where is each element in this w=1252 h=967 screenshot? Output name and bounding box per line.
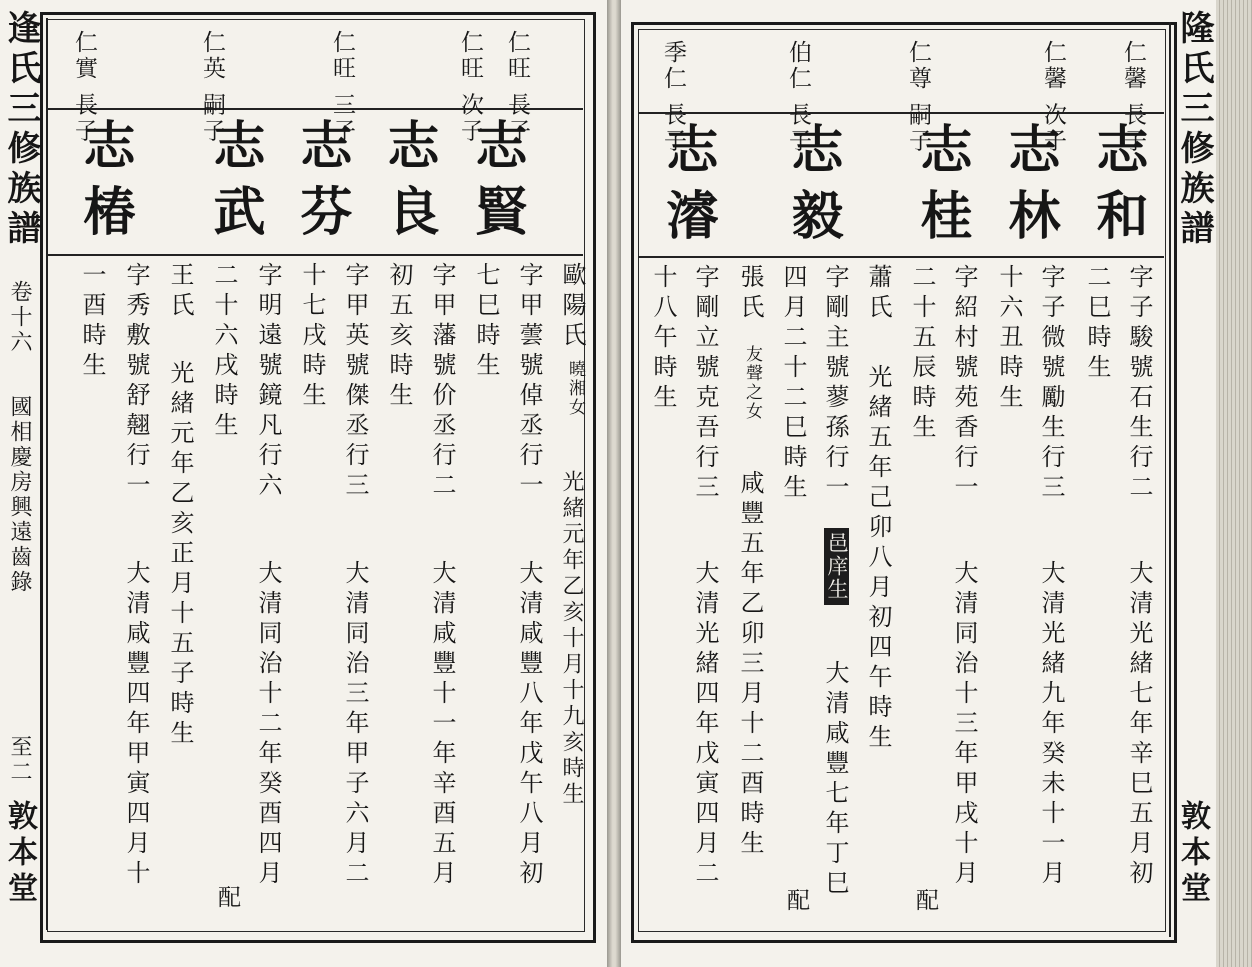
entry-line: 字甲英號傑丞行三: [341, 262, 369, 502]
spine-title: 逢氏三修族譜: [1, 10, 41, 250]
entry-line: 歐陽氏: [558, 262, 586, 352]
header-relation: 仁實 長子: [71, 30, 97, 145]
entry-line: 字明遠號鏡凡行六: [254, 262, 282, 502]
spine-volume: 卷十六: [7, 280, 32, 355]
entry-line: 一酉時生: [78, 262, 106, 382]
entry-line: 張氏: [736, 264, 764, 324]
header-relation: 仁馨 長子: [1120, 40, 1146, 155]
entry-line: 七巳時生: [472, 262, 500, 382]
page-edge: [1216, 0, 1252, 967]
title-seal: 邑庠生: [824, 528, 849, 605]
entry-spouse-mark: 配: [783, 888, 809, 914]
header-relation: 仁尊 嗣子: [905, 40, 931, 155]
entry-line: 初五亥時生: [385, 262, 413, 412]
entry-line: 十六丑時生: [995, 264, 1023, 414]
entry-line: 字甲蕓號倬丞行一: [515, 262, 543, 502]
person-name: 志良: [378, 118, 439, 250]
person-name: 志芬: [291, 118, 352, 250]
right-page: [621, 0, 1252, 967]
entry-note: 曉湘女: [565, 360, 585, 417]
entry-note: 友聲之女: [742, 345, 762, 421]
header-relation: 季仁 長子: [660, 40, 686, 155]
person-name: 志毅: [782, 122, 843, 254]
person-name: 志濬: [657, 122, 718, 254]
entry-line: 大清同治三年甲子六月二: [341, 560, 369, 890]
spine-section: 國相慶房興遠齒錄: [7, 395, 32, 595]
entry-line: 四月二十二巳時生: [779, 264, 807, 504]
entry-line: 字秀敷號舒翹行一: [122, 262, 150, 502]
entry-line: 光緒五年己卯八月初四午時生: [864, 364, 892, 754]
entry-line: 大清同治十二年癸酉四月: [254, 560, 282, 890]
header-relation: 仁旺 長子: [504, 30, 530, 145]
entry-line: 字剛立號克吾行三: [691, 264, 719, 504]
entry-line: 字子微號勵生行三: [1037, 264, 1065, 504]
person-name: 志林: [999, 122, 1060, 254]
entry-line: 二巳時生: [1083, 264, 1111, 384]
entry-spouse-mark: 配: [912, 888, 938, 914]
entry-line: 字甲藩號价丞行二: [428, 262, 456, 502]
person-name: 志椿: [74, 118, 135, 250]
spine-hall: 敦本堂: [1175, 800, 1210, 908]
header-relation: 仁馨 次子: [1040, 40, 1066, 155]
left-page: [0, 0, 607, 967]
person-name: 志武: [204, 118, 265, 250]
header-relation: 仁旺 次子: [457, 30, 483, 145]
header-relation: 仁英 嗣子: [199, 30, 225, 145]
entry-line: 咸豐五年乙卯三月十二酉時生: [736, 470, 764, 860]
header-relation: 仁旺 三子: [329, 30, 355, 145]
spine-page-number: 至二: [7, 735, 32, 785]
person-name: 志桂: [911, 122, 972, 254]
entry-line: 大清咸豐七年丁巳: [821, 660, 849, 900]
spine-hall: 敦本堂: [2, 800, 37, 908]
entry-line: 二十六戌時生: [210, 262, 238, 442]
entry-line: 蕭氏: [864, 264, 892, 324]
entry-line: 光緒元年乙亥正月十五子時生: [166, 360, 194, 750]
person-name: 志賢: [466, 118, 527, 250]
entry-line: 字紹村號苑香行一: [950, 264, 978, 504]
entry-line: 二十五辰時生: [908, 264, 936, 444]
spine-title: 隆氏三修族譜: [1174, 10, 1214, 250]
entry-line: 字剛主號蓼孫行一: [821, 264, 849, 504]
entry-line: 光緒元年乙亥十月十九亥時生: [559, 470, 584, 808]
person-name: 志和: [1087, 122, 1148, 254]
entry-line: 大清咸豐八年戊午八月初: [515, 560, 543, 890]
entry-line: 大清同治十三年甲戌十月: [950, 560, 978, 890]
entry-line: 王氏: [166, 262, 194, 322]
entry-line: 字子駿號石生行二: [1125, 264, 1153, 504]
header-relation: 伯仁 長子: [785, 40, 811, 155]
entry-line: 大清咸豐十一年辛酉五月: [428, 560, 456, 890]
book-gutter: [607, 0, 621, 967]
entry-spouse-mark: 配: [214, 885, 240, 911]
entry-line: 大清咸豐四年甲寅四月十: [122, 560, 150, 890]
entry-line: 大清光緒七年辛巳五月初: [1125, 560, 1153, 890]
entry-line: 十八午時生: [649, 264, 677, 414]
entry-line: 十七戌時生: [298, 262, 326, 412]
entry-line: 大清光緒九年癸未十一月: [1037, 560, 1065, 890]
entry-line: 大清光緒四年戊寅四月二: [691, 560, 719, 890]
